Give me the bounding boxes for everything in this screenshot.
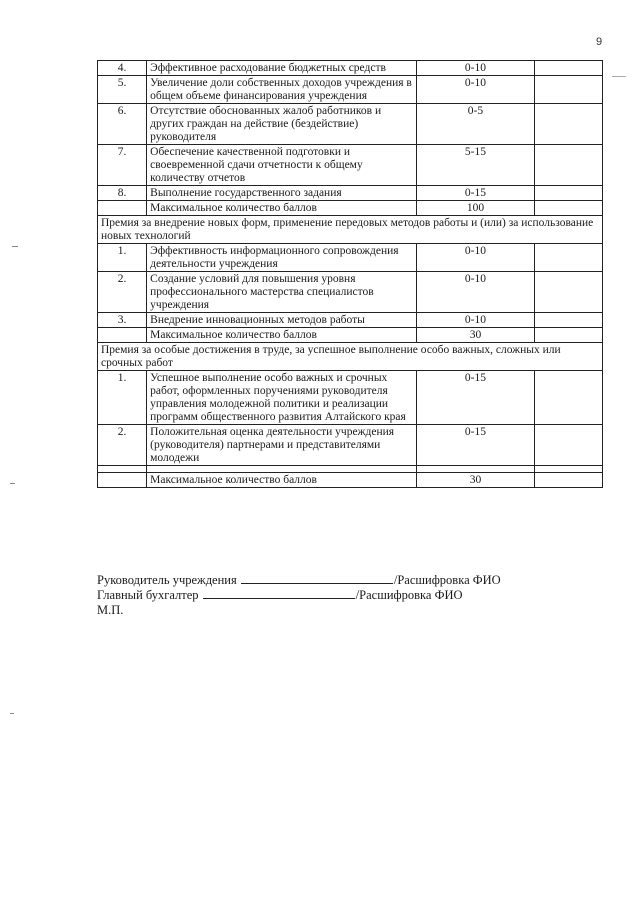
page-number: 9 <box>596 36 603 48</box>
row-score-range: 0-10 <box>416 61 535 76</box>
row-number: 3. <box>98 313 147 328</box>
total-score-cell <box>535 473 603 488</box>
table-row <box>98 104 603 145</box>
total-value: 30 <box>416 328 535 343</box>
criteria-table-body <box>98 61 603 488</box>
spacer-row <box>98 466 603 473</box>
table-row <box>98 313 603 328</box>
spacer-cell <box>98 466 147 473</box>
row-number: 5. <box>98 76 147 104</box>
row-score-cell <box>535 76 603 104</box>
row-criterion: Успешное выполнение особо важных и срочных работ, оформленных поручениями руководителя управления молодежной политики и реализации программ общественного развития Алтайского края <box>147 371 416 425</box>
table-row <box>98 145 603 186</box>
total-score-cell <box>535 328 603 343</box>
accountant-signature-line <box>97 588 501 603</box>
row-score-cell <box>535 313 603 328</box>
row-score-range: 0-15 <box>416 425 535 466</box>
total-label: Максимальное количество баллов <box>147 328 416 343</box>
row-score-cell <box>535 244 603 272</box>
row-criterion: Внедрение инновационных методов работы <box>147 313 416 328</box>
spacer-cell <box>416 466 535 473</box>
row-score-cell <box>535 186 603 201</box>
total-empty-cell <box>98 328 147 343</box>
total-row <box>98 201 603 216</box>
row-criterion: Эффективное расходование бюджетных средств <box>147 61 416 76</box>
section-row <box>98 216 603 244</box>
row-score-range: 0-15 <box>416 186 535 201</box>
row-score-cell <box>535 145 603 186</box>
section-row <box>98 343 603 371</box>
row-score-range: 5-15 <box>416 145 535 186</box>
table-row <box>98 272 603 313</box>
row-score-range: 0-10 <box>416 313 535 328</box>
total-empty-cell <box>98 201 147 216</box>
row-number: 1. <box>98 244 147 272</box>
table-row <box>98 425 603 466</box>
row-number: 6. <box>98 104 147 145</box>
row-criterion: Увеличение доли собственных доходов учреждения в общем объеме финансирования учреждения <box>147 76 416 104</box>
table-row <box>98 186 603 201</box>
row-number: 4. <box>98 61 147 76</box>
scan-mark <box>612 76 626 77</box>
row-score-range: 0-15 <box>416 371 535 425</box>
total-score-cell <box>535 201 603 216</box>
row-score-range: 0-10 <box>416 244 535 272</box>
row-score-cell <box>535 371 603 425</box>
row-criterion: Обеспечение качественной подготовки и своевременной сдачи отчетности к общему количеству отчетов <box>147 145 416 186</box>
total-label: Максимальное количество баллов <box>147 201 416 216</box>
row-score-range: 0-5 <box>416 104 535 145</box>
accountant-signature-blank <box>203 588 355 599</box>
criteria-table <box>97 60 603 488</box>
spacer-cell <box>147 466 416 473</box>
signature-block <box>97 573 501 618</box>
stamp-label: М.П. <box>97 603 124 617</box>
row-criterion: Эффективность информационного сопровождения деятельности учреждения <box>147 244 416 272</box>
row-criterion: Выполнение государственного задания <box>147 186 416 201</box>
total-row <box>98 473 603 488</box>
scan-mark <box>10 713 14 714</box>
row-number: 8. <box>98 186 147 201</box>
accountant-label: Главный бухгалтер <box>97 588 199 602</box>
total-label: Максимальное количество баллов <box>147 473 416 488</box>
row-score-cell <box>535 425 603 466</box>
head-decode: /Расшифровка ФИО <box>393 573 501 587</box>
total-value: 100 <box>416 201 535 216</box>
total-row <box>98 328 603 343</box>
row-criterion: Отсутствие обоснованных жалоб работников и других граждан на действие (бездействие) руководителя <box>147 104 416 145</box>
row-number: 7. <box>98 145 147 186</box>
row-criterion: Положительная оценка деятельности учреждения (руководителя) партнерами и представителями молодежи <box>147 425 416 466</box>
row-number: 1. <box>98 371 147 425</box>
table-row <box>98 371 603 425</box>
table-row <box>98 76 603 104</box>
row-criterion: Создание условий для повышения уровня профессионального мастерства специалистов учреждения <box>147 272 416 313</box>
head-label: Руководитель учреждения <box>97 573 237 587</box>
section-title: Премия за особые достижения в труде, за успешное выполнение особо важных, сложных или срочных работ <box>98 343 603 371</box>
row-score-cell <box>535 61 603 76</box>
accountant-decode: /Расшифровка ФИО <box>355 588 463 602</box>
head-signature-blank <box>241 573 393 584</box>
row-number: 2. <box>98 272 147 313</box>
head-signature-line <box>97 573 501 588</box>
total-value: 30 <box>416 473 535 488</box>
row-score-cell <box>535 272 603 313</box>
scan-mark <box>12 246 18 247</box>
total-empty-cell <box>98 473 147 488</box>
row-score-range: 0-10 <box>416 76 535 104</box>
row-score-range: 0-10 <box>416 272 535 313</box>
row-number: 2. <box>98 425 147 466</box>
scan-mark <box>10 483 15 484</box>
table-row <box>98 61 603 76</box>
spacer-cell <box>535 466 603 473</box>
row-score-cell <box>535 104 603 145</box>
section-title: Премия за внедрение новых форм, применение передовых методов работы и (или) за использование новых технологий <box>98 216 603 244</box>
table-row <box>98 244 603 272</box>
